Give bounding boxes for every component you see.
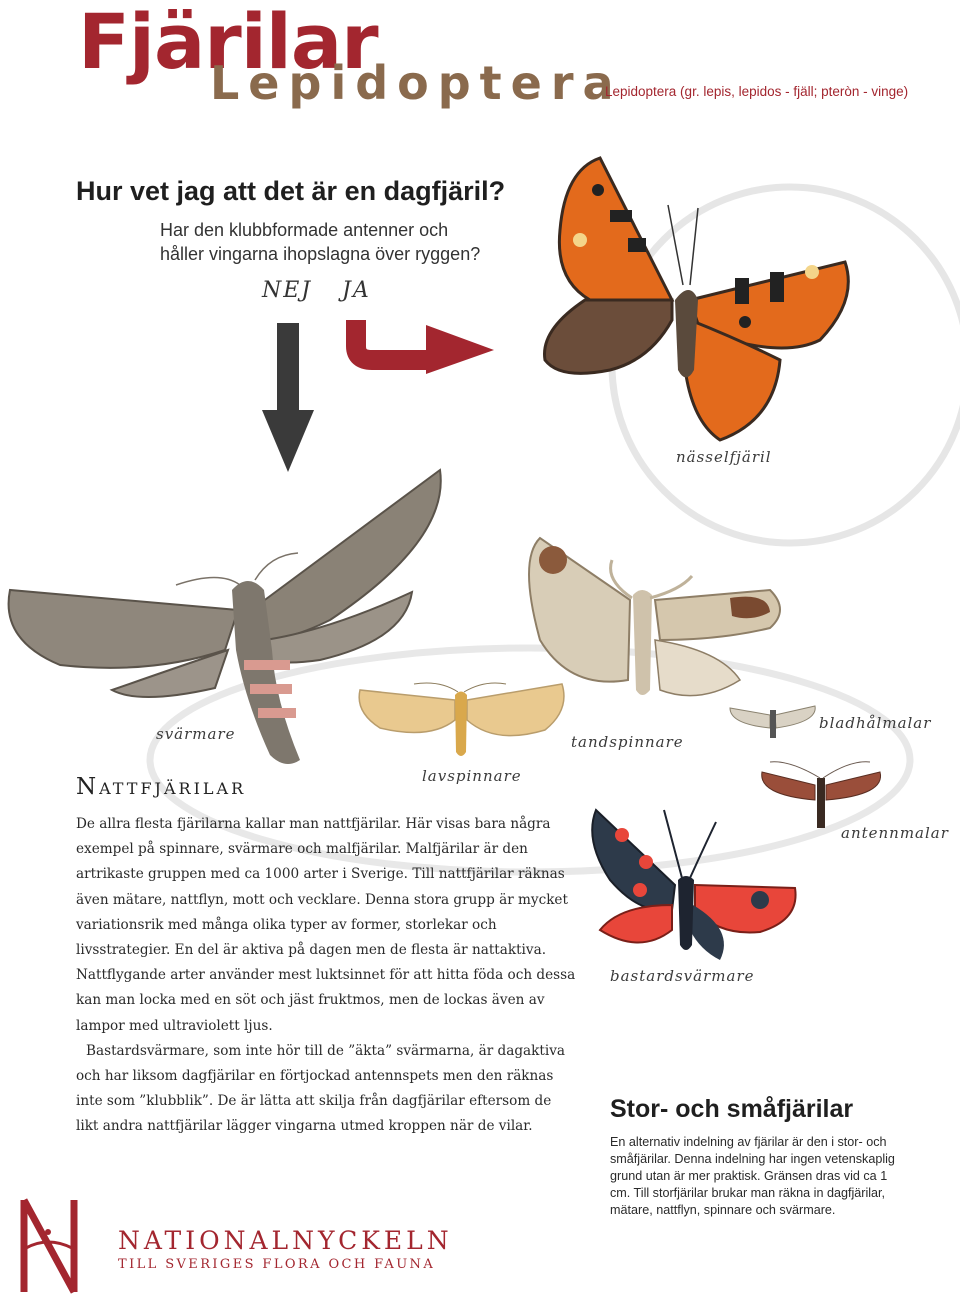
- label-bladhalmalar: bladhålmalar: [819, 714, 932, 732]
- night-paragraph-2: Bastardsvärmare, som inte hör till de ”äkta” svärmarna, är dagaktiva och har liksom dagfjärilar en förtjockad antennspets men den räknas inte som ”klubblik”. De är lätta att skilja från dagfjärilar eftersom de likt andra nattfjärilar lägger vingarna utmed kroppen när de vilar.: [76, 1042, 565, 1135]
- label-tandspinnare: tandspinnare: [571, 733, 684, 751]
- night-paragraph-1: De allra flesta fjärilarna kallar man nattfjärilar. Här visas bara några exempel på spinnare, svärmare och malfjärilar. Malfjärilar är den artrikaste gruppen med ca 1000 arter i Sverige. Till nattfjärilar räknas även mätare, nattflyn, mott och vecklare. Denna stora grupp är mycket variationsrik med många olika typer av former, storlekar och livsstrategier. En del är aktiva på dagen men de flesta är nattaktiva. Nattflygande arter använder mest luktsinnet för att hitta föda och dessa kan man locka med en söt och jäst fruktmos, men de lockas även av lampor med ultraviolett ljus.: [76, 816, 576, 1034]
- answer-no: NEJ: [262, 278, 313, 303]
- label-svarmare: svärmare: [156, 725, 236, 743]
- label-nasselfjaril: nässelfjäril: [676, 448, 772, 466]
- big-small-text: En alternativ indelning av fjärilar är den i stor- och småfjärilar. Denna indelning har ingen vetenskaplig grund utan är mer praktisk. Gränsen dras vid ca 1 cm. Till storfjärilar brukar man räkna in dagfjärilar, mätare, nattflyn, spinnare och svärmare.: [610, 1135, 895, 1217]
- page-subtitle: Lepidoptera: [210, 56, 623, 110]
- question-heading: Hur vet jag att det är en dagfjäril?: [76, 176, 506, 206]
- logo-tagline: TILL SVERIGES FLORA OCH FAUNA: [118, 1257, 436, 1272]
- question-line-2: håller vingarna ihopslagna över ryggen?: [160, 244, 481, 264]
- label-antennmalar: antennmalar: [841, 824, 949, 842]
- logo-name: NATIONALNYCKELN: [118, 1226, 453, 1255]
- answer-yes: JA: [342, 278, 371, 303]
- night-moths-heading: Nattfjärilar: [76, 774, 247, 800]
- nationalnyckeln-logo-icon: [24, 1200, 74, 1292]
- label-lavspinnare: lavspinnare: [422, 767, 522, 785]
- etymology-note: Lepidoptera (gr. lepis, lepidos - fjäll; pteròn - vinge): [605, 84, 909, 99]
- page-title: Fjärilar: [78, 0, 378, 86]
- question-line-1: Har den klubbformade antenner och: [160, 220, 449, 240]
- label-bastardsvarmare: bastardsvärmare: [610, 967, 755, 985]
- big-small-heading: Stor- och småfjärilar: [610, 1095, 854, 1123]
